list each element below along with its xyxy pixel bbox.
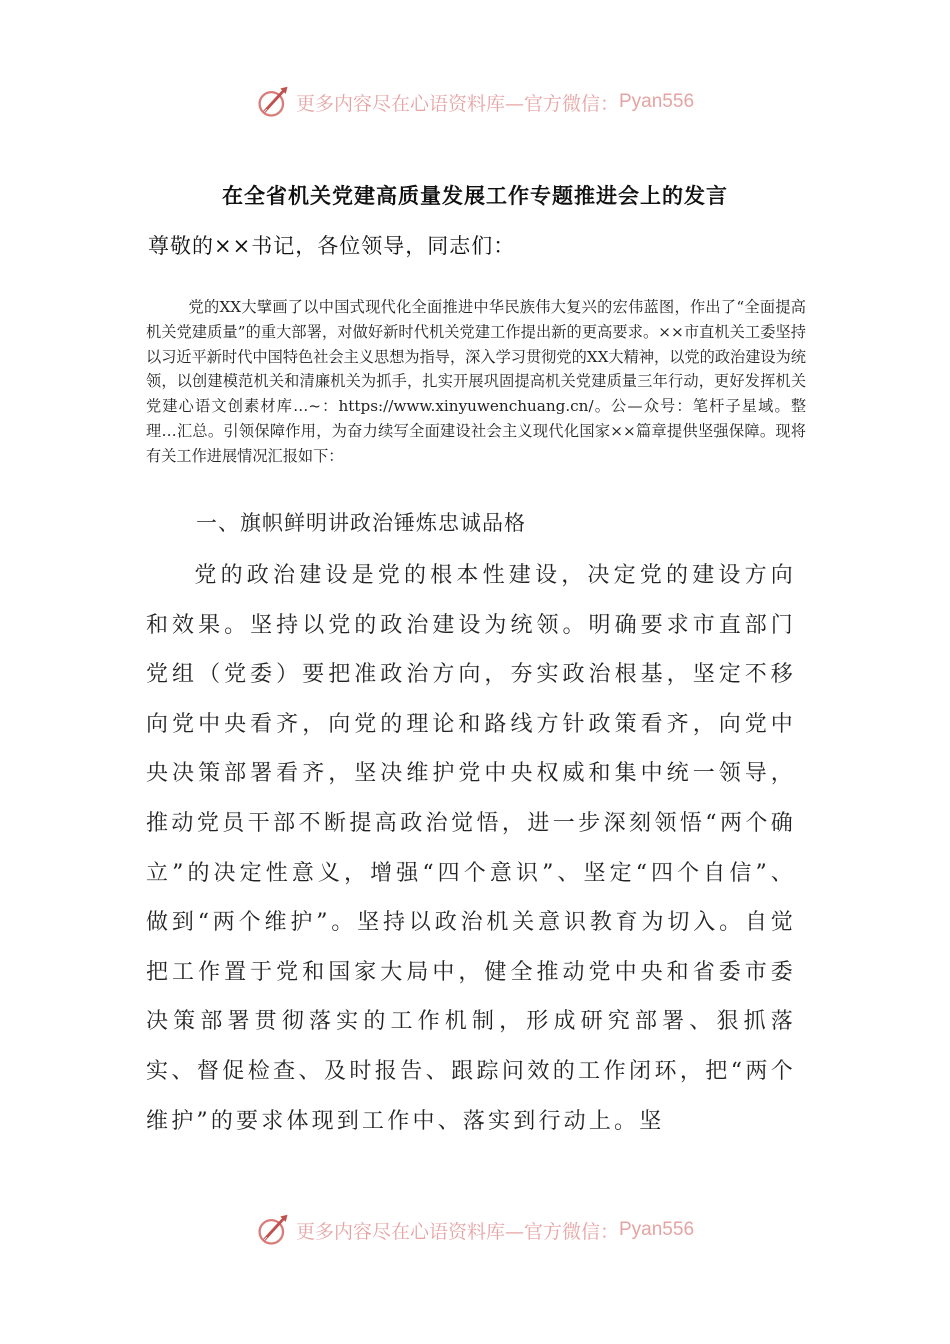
pen-logo-icon: [256, 1212, 292, 1248]
salutation: 尊敬的××书记，各位领导，同志们：: [148, 234, 516, 258]
section-heading: 一、旗帜鲜明讲政治锤炼忠诚品格: [196, 511, 526, 535]
watermark-wechat-id: Pyan556: [619, 1219, 695, 1240]
watermark-text: 更多内容尽在心语资料库—官方微信：: [295, 92, 619, 115]
watermark-wechat-id: Pyan556: [619, 91, 695, 112]
body-paragraph: 党的政治建设是党的根本性建设，决定党的建设方向和效果。坚持以党的政治建设为统领。明确要求市直部门党组（党委）要把准政治方向，夯实政治根基，坚定不移向党中央看齐，向党的理论和路线方针政策看齐，向党中央决策部署看齐，坚决维护党中央权威和集中统一领导，推动党员干部不断提高政治觉悟，进一步深刻领悟“两个确立”的决定性意义，增强“四个意识”、坚定“四个自信”、做到“两个维护”。坚持以政治机关意识教育为切入。自觉把工作置于党和国家大局中，健全推动党中央和省委市委决策部署贯彻落实的工作机制，形成研究部署、狠抓落实、督促检查、及时报告、跟踪问效的工作闭环，把“两个维护”的要求体现到工作中、落实到行动上。坚: [146, 563, 796, 1134]
header-watermark: [0, 82, 950, 122]
watermark-text: 更多内容尽在心语资料库—官方微信：: [295, 1220, 619, 1243]
footer-watermark: [0, 1210, 950, 1250]
document-title: 在全省机关党建高质量发展工作专题推进会上的发言: [222, 184, 728, 208]
pen-logo-icon: [256, 84, 292, 120]
intro-paragraph: 党的XX大擘画了以中国式现代化全面推进中华民族伟大复兴的宏伟蓝图，作出了“全面提高机关党建质量”的重大部署，对做好新时代机关党建工作提出新的更高要求。××市直机关工委坚持以习近平新时代中国特色社会主义思想为指导，深入学习贯彻党的XX大精神，以党的政治建设为统领，以创建模范机关和清廉机关为抓手，扎实开展巩固提高机关党建质量三年行动，更好发挥机关党建心语文创素材库…~：https://www.xinyuwenchuang.cn/。公—众号：笔杆子星域。整理…汇总。引领保障作用，为奋力续写全面建设社会主义现代化国家××篇章提供坚强保障。现将有关工作进展情况汇报如下：: [146, 298, 806, 465]
